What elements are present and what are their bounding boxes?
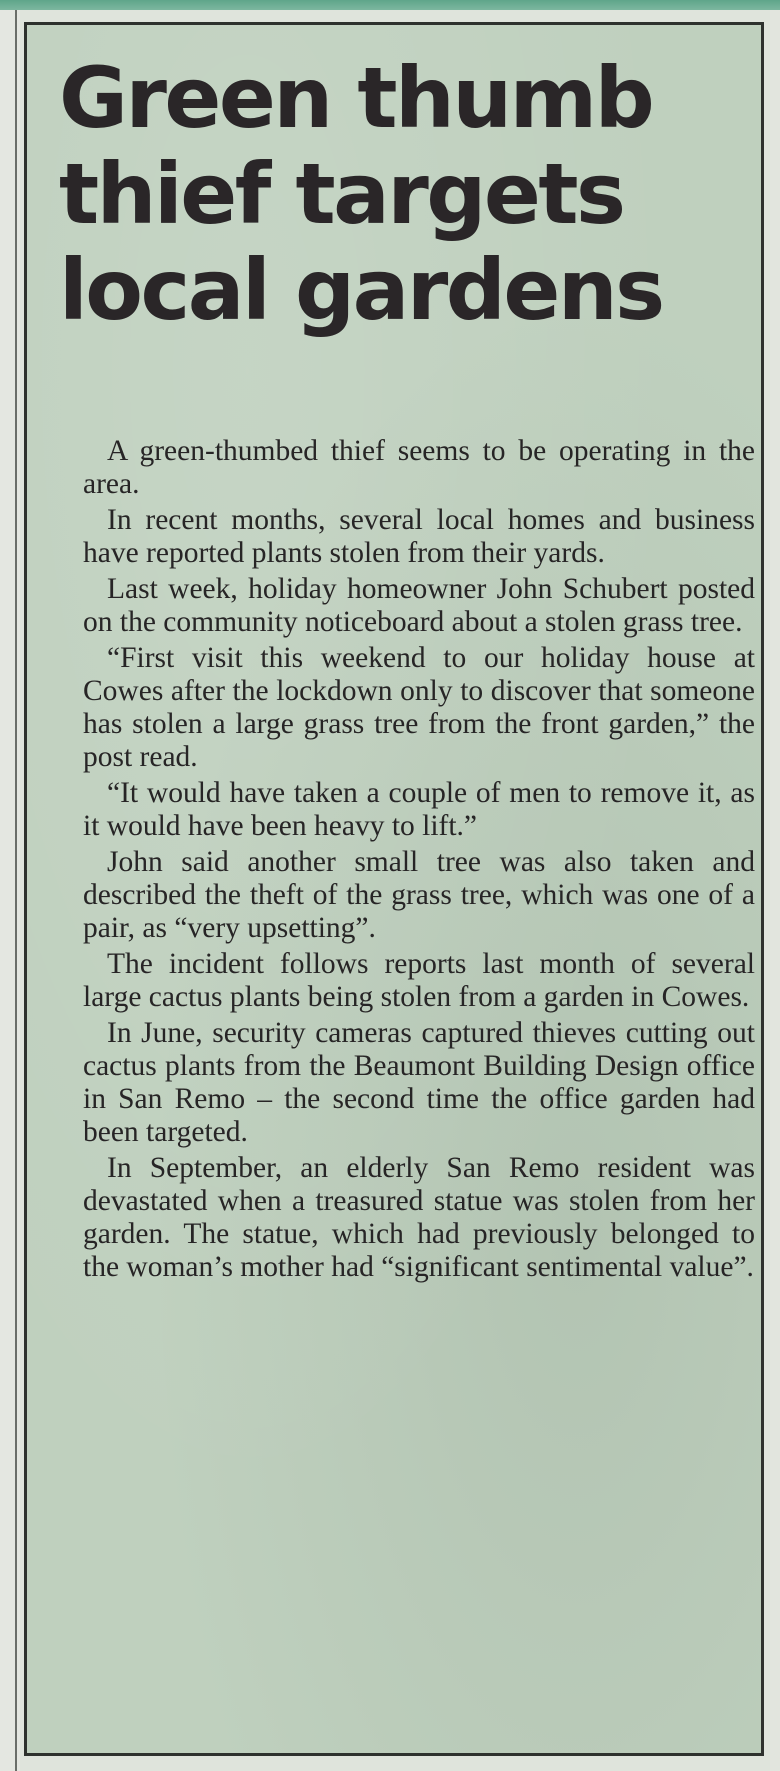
article-paragraph: In June, security cameras captured thieves cutting out cactus plants from the Beaumont Building Design office in San Remo – the second time the office garden had been targeted. [83,1017,755,1148]
headline-line: local gardens [59,241,663,339]
article-paragraph: In recent months, several local homes and business have reported plants stolen from their yards. [83,504,755,569]
article-paragraph: The incident follows reports last month of several large cactus plants being stolen from a garden in Cowes. [83,948,755,1013]
column-rule [15,10,17,1771]
article-paragraph: “It would have taken a couple of men to remove it, as it would have been heavy to lift.” [83,777,755,842]
article-paragraph: Last week, holiday homeowner John Schubert posted on the community noticeboard about a stolen grass tree. [83,573,755,638]
article-paragraph: A green-thumbed thief seems to be operating in the area. [83,435,755,500]
page-right-margin [770,10,780,1771]
top-color-strip [0,0,780,10]
headline-line: Green thumb [59,49,653,147]
article-body [83,435,755,1287]
page-left-margin [0,10,20,1771]
headline-line: thief targets [59,145,624,243]
article-paragraph: In September, an elderly San Remo resident was devastated when a treasured statue was stolen from her garden. The statue, which had previously belonged to the woman’s mother had “significant sentimental value”. [83,1152,755,1283]
article-paragraph: “First visit this weekend to our holiday house at Cowes after the lockdown only to discover that someone has stolen a large grass tree from the front garden,” the post read. [83,642,755,773]
article-paragraph: John said another small tree was also taken and described the theft of the grass tree, which was one of a pair, as “very upsetting”. [83,846,755,944]
article-headline [59,50,759,338]
newspaper-clipping [24,22,764,1756]
